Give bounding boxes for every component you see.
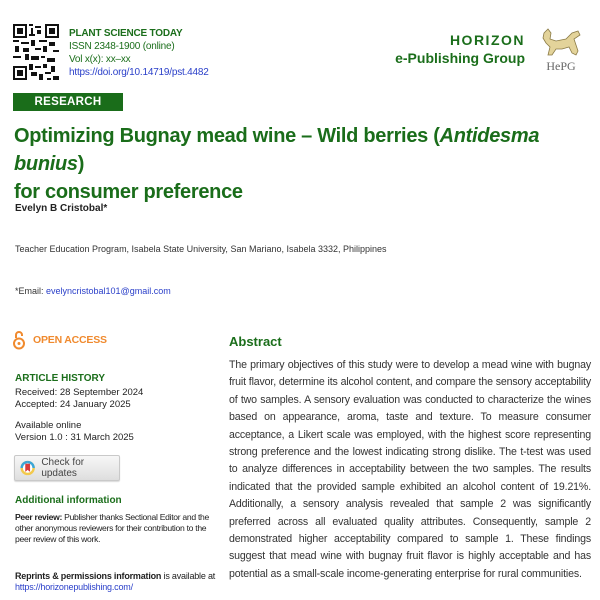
received-date: Received: 28 September 2024 — [15, 387, 144, 398]
peer-review-label: Peer review: — [15, 512, 63, 522]
availability-info — [15, 420, 134, 443]
author-name: Evelyn B Cristobal* — [15, 203, 108, 214]
crossmark-icon — [20, 460, 35, 476]
check-for-updates-label: Check for updates — [41, 457, 85, 479]
article-history-heading: ARTICLE HISTORY — [15, 373, 106, 384]
open-lock-icon — [13, 330, 25, 350]
title-line2: for consumer preference — [14, 181, 243, 203]
hepg-lion-logo-icon — [536, 27, 586, 73]
journal-info — [69, 27, 209, 79]
publisher-line1: HORIZON — [449, 32, 525, 48]
email-link[interactable]: evelyncristobal101@gmail.com — [46, 286, 171, 296]
available-online: Available online — [15, 420, 82, 431]
journal-issn: ISSN 2348-1900 (online) — [69, 41, 175, 52]
email-label: *Email: — [15, 286, 47, 296]
publisher-name — [395, 31, 525, 67]
abstract-heading: Abstract — [229, 334, 282, 349]
peer-review-text: Publisher thanks Sectional Editor and the other anonymous reviewers for their contribution to the peer review of this work. — [15, 512, 210, 544]
publisher-line2: e-Publishing Group — [395, 50, 525, 66]
reprints-text: is available at — [161, 571, 216, 581]
check-for-updates-button[interactable] — [14, 455, 120, 481]
reprints-note — [15, 571, 225, 593]
article-type-badge: RESEARCH ARTICLE — [13, 93, 123, 111]
journal-name: PLANT SCIENCE TODAY — [69, 28, 183, 39]
reprints-label: Reprints & permissions information — [15, 571, 162, 581]
email-line — [15, 286, 171, 296]
doi-link[interactable]: https://doi.org/10.14719/pst.4482 — [69, 67, 209, 78]
version-date: Version 1.0 : 31 March 2025 — [15, 431, 134, 443]
title-species: Antidesma bunius — [14, 125, 540, 175]
peer-review-note — [15, 512, 215, 545]
title-part1: Optimizing Bugnay mead wine – Wild berries ( — [14, 125, 440, 147]
accepted-date: Accepted: 24 January 2025 — [15, 398, 131, 410]
qr-code-icon — [13, 24, 59, 80]
reprints-link[interactable]: https://horizonepublishing.com/ — [15, 582, 133, 592]
title-part2: ) — [77, 153, 85, 175]
open-access-badge — [13, 330, 107, 350]
journal-volume: Vol x(x): xx–xx — [69, 54, 131, 65]
abstract-body: The primary objectives of this study were to develop a mead wine with bugnay fruit flavor, determine its alcohol content, and compare the sensory acceptability of two samples. A sensory evaluation was conducted to characterize the wines based on appearance, aroma, taste and texture. To measure consumer acceptance, a Likert scale was employed, with the highest score representing strong preference and the lowest indicating strong dislike. The t-test was used to analyze differences in acceptability between the two samples. The results indicated that the provided sample exhibited an alcohol content of 19.21%. Additionally, a sensory analysis revealed that sample 2 was significantly preferred across all evaluated quality attributes. Consequently, sample 2 demonstrated higher acceptability compared to sample 1. These findings suggest that mead wine with bugnay fruit flavor is highly acceptable and has potential as a small-scale income-generating enterprise for rural communities. — [229, 359, 591, 580]
open-access-label: OPEN ACCESS — [33, 334, 107, 346]
article-title — [14, 122, 594, 206]
additional-info-heading: Additional information — [15, 495, 122, 506]
article-history-dates — [15, 387, 143, 410]
affiliation: Teacher Education Program, Isabela State University, San Mariano, Isabela 3332, Philippines — [15, 244, 387, 254]
logo-text: HePG — [546, 59, 576, 73]
